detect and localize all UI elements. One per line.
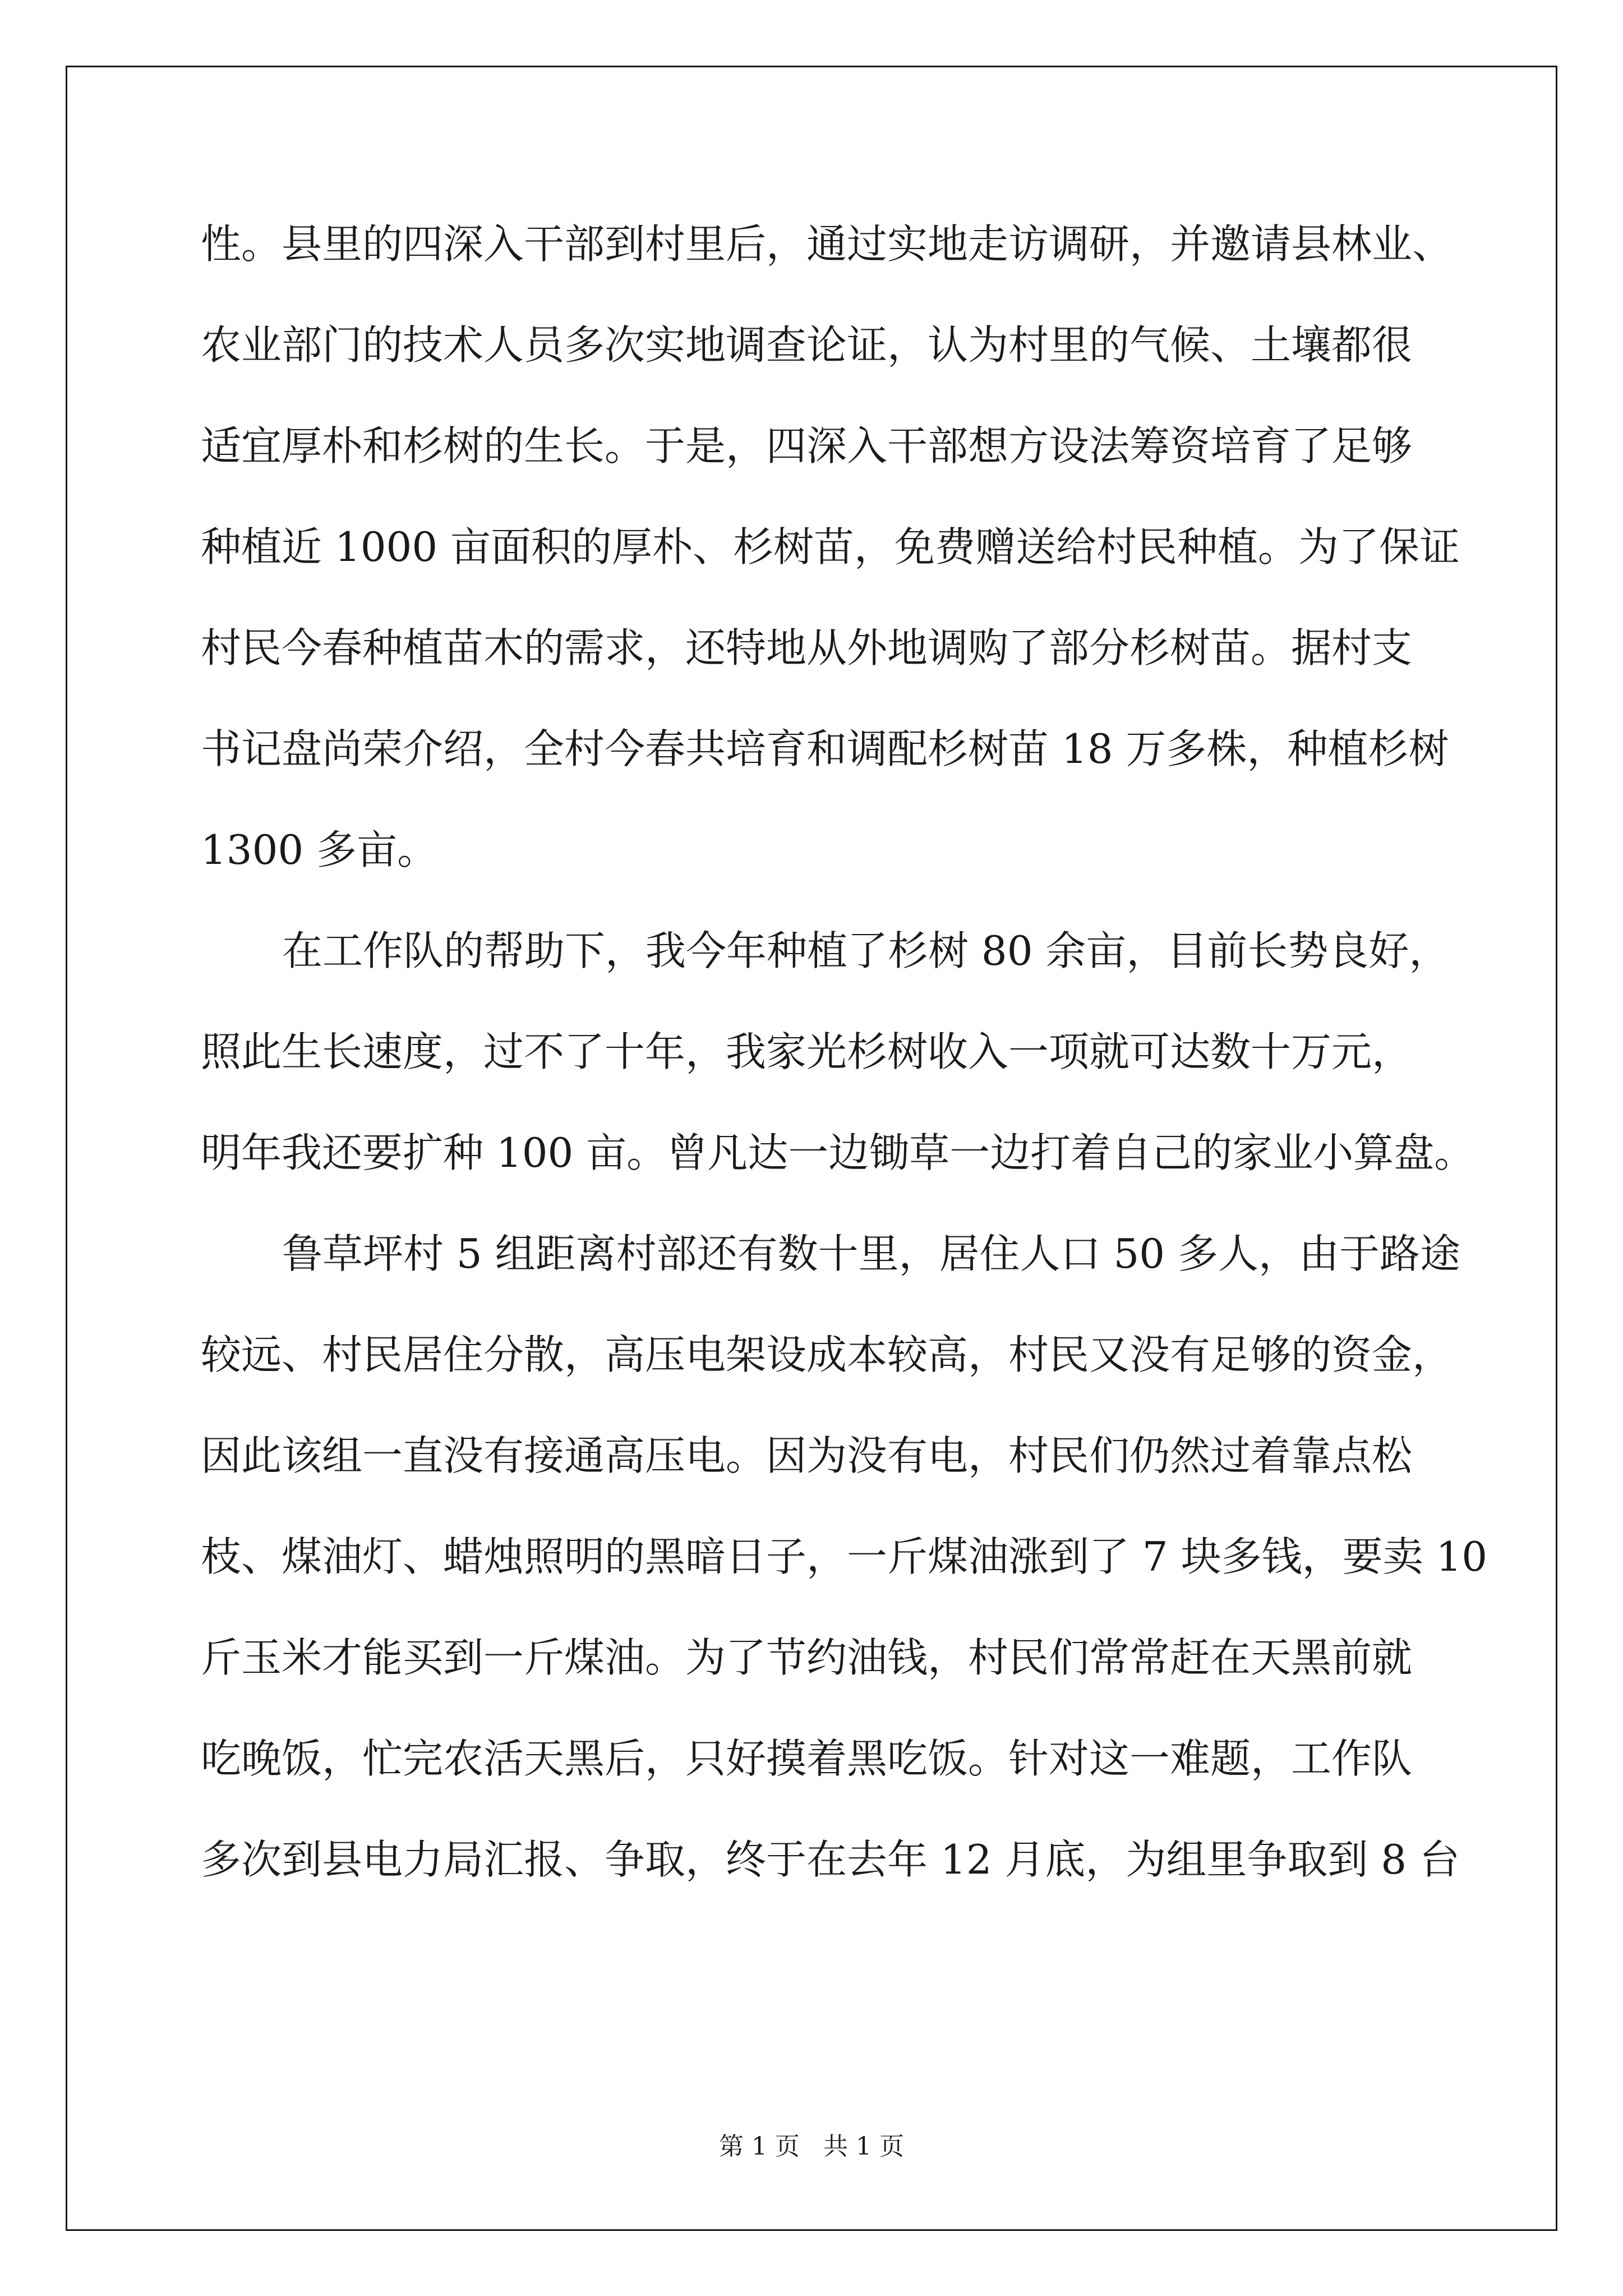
text-line: 斤玉米才能买到一斤煤油。为了节约油钱，村民们常常赶在天黑前就 [201,1634,1413,1681]
text-line: 1300 多亩。 [201,826,438,873]
text-line: 种植近 1000 亩面积的厚朴、杉树苗，免费赠送给村民种植。为了保证 [201,523,1460,570]
text-line: 照此生长速度，过不了十年，我家光杉树收入一项就可达数十万元， [201,1028,1413,1075]
text-line: 适宜厚朴和杉树的生长。于是，四深入干部想方设法筹资培育了足够 [201,422,1413,470]
text-line: 多次到县电力局汇报、争取，终于在去年 12 月底，为组里争取到 8 台 [201,1836,1460,1883]
paragraph-start-line: 鲁草坪村 5 组距离村部还有数十里，居住人口 50 多人，由于路途 [282,1230,1460,1277]
text-line: 书记盘尚荣介绍，全村今春共培育和调配杉树苗 18 万多株，种植杉树 [201,725,1449,772]
paragraph-start-line: 在工作队的帮助下，我今年种植了杉树 80 余亩，目前长势良好， [282,927,1450,974]
text-line: 较远、村民居住分散，高压电架设成本较高，村民又没有足够的资金， [201,1331,1453,1378]
text-line: 村民今春种植苗木的需求，还特地从外地调购了部分杉树苗。据村支 [201,624,1413,671]
text-line: 性。县里的四深入干部到村里后，通过实地走访调研，并邀请县林业、 [201,220,1453,268]
text-line: 因此该组一直没有接通高压电。因为没有电，村民们仍然过着靠点松 [201,1432,1413,1479]
text-line: 枝、煤油灯、蜡烛照明的黑暗日子，一斤煤油涨到了 7 块多钱，要卖 10 [201,1533,1488,1580]
text-line: 农业部门的技术人员多次实地调查论证，认为村里的气候、土壤都很 [201,321,1413,369]
page-number-footer: 第 1 页 共 1 页 [719,2132,904,2161]
text-line: 明年我还要扩种 100 亩。曾凡达一边锄草一边打着自己的家业小算盘。 [201,1129,1475,1176]
text-line: 吃晚饭，忙完农活天黑后，只好摸着黑吃饭。针对这一难题，工作队 [201,1735,1413,1782]
